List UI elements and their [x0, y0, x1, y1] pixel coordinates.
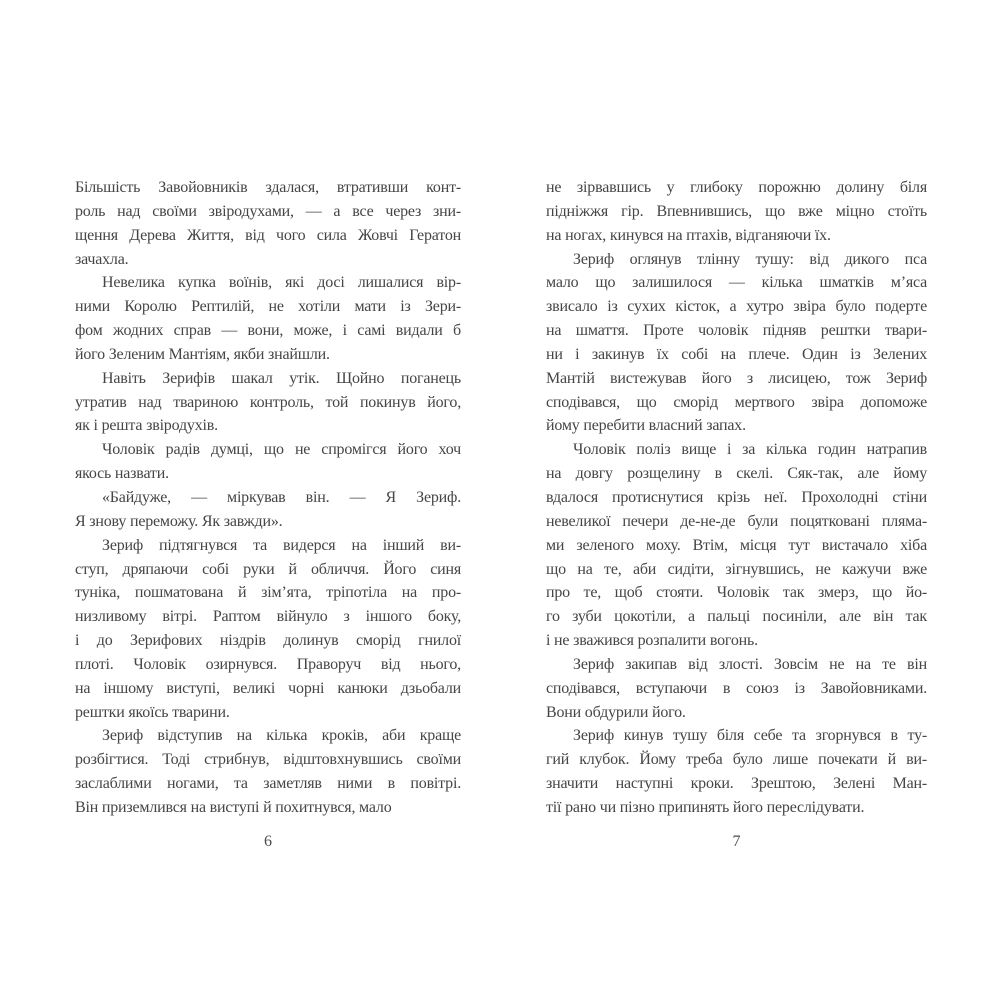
text-line: підніжжя гір. Впевнившись, що вже міцно стоїть — [546, 202, 927, 220]
text-line: тії рано чи пізно припинять його переслідувати. — [546, 798, 865, 816]
text-line: Вони обдурили його. — [546, 703, 686, 721]
text-line: утратив над твариною контроль, той покинув його, — [75, 393, 461, 411]
text-line: що на те, аби сидіти, зігнувшись, не кажучи вже — [546, 560, 927, 578]
text-line: ступ, дряпаючи собі руки й обличчя. Його синя — [75, 560, 461, 578]
text-line: ми зеленого моху. Втім, місця тут вистачало хіба — [546, 536, 927, 554]
text-line: Невелика купка воїнів, які досі лишалися вір- — [102, 274, 461, 292]
text-line: не зірвавшись у глибоку порожню долину біля — [546, 179, 927, 196]
text-line: на довгу розщелину в скелі. Сяк-так, але йому — [546, 465, 927, 483]
text-line: ни і закинув їх собі на плече. Один із Зелених — [546, 345, 927, 363]
text-line: Зериф підтягнувся та видерся на інший ви- — [102, 536, 461, 554]
text-line: йому перебити власний запах. — [546, 417, 746, 435]
text-line: про те, щоб стояти. Чоловік так змерз, що йо- — [546, 584, 927, 602]
text-line: на шмаття. Проте чоловік підняв рештки твари- — [546, 322, 927, 340]
text-line: на ногах, кинувся на птахів, відганяючи їх. — [546, 226, 831, 244]
text-line: значити наступні кроки. Зрештою, Зелені Ман- — [546, 775, 927, 793]
text-line: го зуби цокотіли, а пальці посиніли, але він так — [546, 608, 927, 626]
text-line: якось назвати. — [75, 465, 169, 483]
text-line: Більшість Завойовників здалася, втративши конт- — [75, 179, 461, 196]
text-line: гий клубок. Йому треба було лише почекати й ви- — [546, 751, 927, 769]
text-line: Зериф відступив на кілька кроків, аби краще — [102, 727, 461, 745]
text-line: рештки якоїсь тварини. — [75, 703, 230, 721]
page-number-left: 6 — [264, 833, 272, 850]
page-number-right: 7 — [732, 833, 741, 850]
text-line: на іншому виступі, великі чорні канюки дзьобали — [75, 679, 461, 697]
text-line: Зериф кинув тушу біля себе та згорнувся в ту- — [573, 727, 927, 745]
page-right-text-column — [546, 176, 927, 820]
text-line: Навіть Зерифів шакал утік. Щойно поганець — [102, 369, 461, 387]
text-line: і не зважився розпалити вогонь. — [546, 632, 758, 650]
text-line: Зериф оглянув тлінну тушу: від дикого пса — [573, 250, 927, 268]
text-line: Чоловік радів думці, що не спромігся його хоч — [102, 441, 461, 459]
text-line: ними Королю Рептилій, не хотіли мати із Зери- — [75, 298, 461, 316]
text-line: розбігтися. Тоді стрибнув, відштовхнувшись своїми — [75, 751, 461, 769]
text-line: мало що залишилося — кілька шматків м’яса — [546, 274, 927, 292]
text-line: і до Зерифових ніздрів долинув сморід гнилої — [75, 632, 461, 650]
text-line: як і решта звіродухів. — [75, 417, 218, 435]
text-line: вдалося протиснутися крізь неї. Прохолодні стіни — [546, 488, 927, 506]
text-line: Зериф закипав від злості. Зовсім не на те він — [573, 655, 927, 673]
text-line: «Байдуже, — міркував він. — Я Зериф. — [102, 488, 461, 506]
text-line: роль над своїми звіродухами, — а все через зни- — [75, 202, 461, 220]
text-line: щення Дерева Життя, від чого сила Жовчі Гератон — [75, 226, 461, 244]
text-line: заслаблими ногами, та заметляв ними в повітрі. — [75, 775, 461, 793]
text-line: Я знову переможу. Як завжди». — [75, 512, 283, 530]
page-left-text-column — [75, 176, 461, 820]
text-line: його Зеленим Мантіям, якби знайшли. — [75, 345, 330, 363]
text-line: плоті. Чоловік озирнувся. Праворуч від нього, — [75, 655, 461, 673]
text-line: Він приземлився на виступі й похитнувся, мало — [75, 798, 392, 816]
text-line: сподівався, вступаючи в союз із Завойовниками. — [546, 679, 927, 697]
text-line: зачахла. — [75, 250, 129, 268]
text-line: Чоловік поліз вище і за кілька годин натрапив — [573, 441, 927, 459]
text-line: сподівався, що сморід мертвого звіра допоможе — [546, 393, 927, 411]
text-line: фом жодних справ — вони, може, і самі видали б — [75, 322, 461, 340]
text-line: низливому вітрі. Раптом війнуло з іншого боку, — [75, 608, 461, 626]
text-line: невеликої печери де-не-де були поцятковані пляма- — [546, 512, 927, 530]
text-line: звисало із сухих кісток, а хутро звіра було подерте — [546, 298, 927, 316]
text-line: туніка, пошматована й зім’ята, тріпотіла на про- — [75, 584, 461, 602]
text-line: Мантій вистежував його з лисицею, тож Зериф — [546, 369, 927, 387]
